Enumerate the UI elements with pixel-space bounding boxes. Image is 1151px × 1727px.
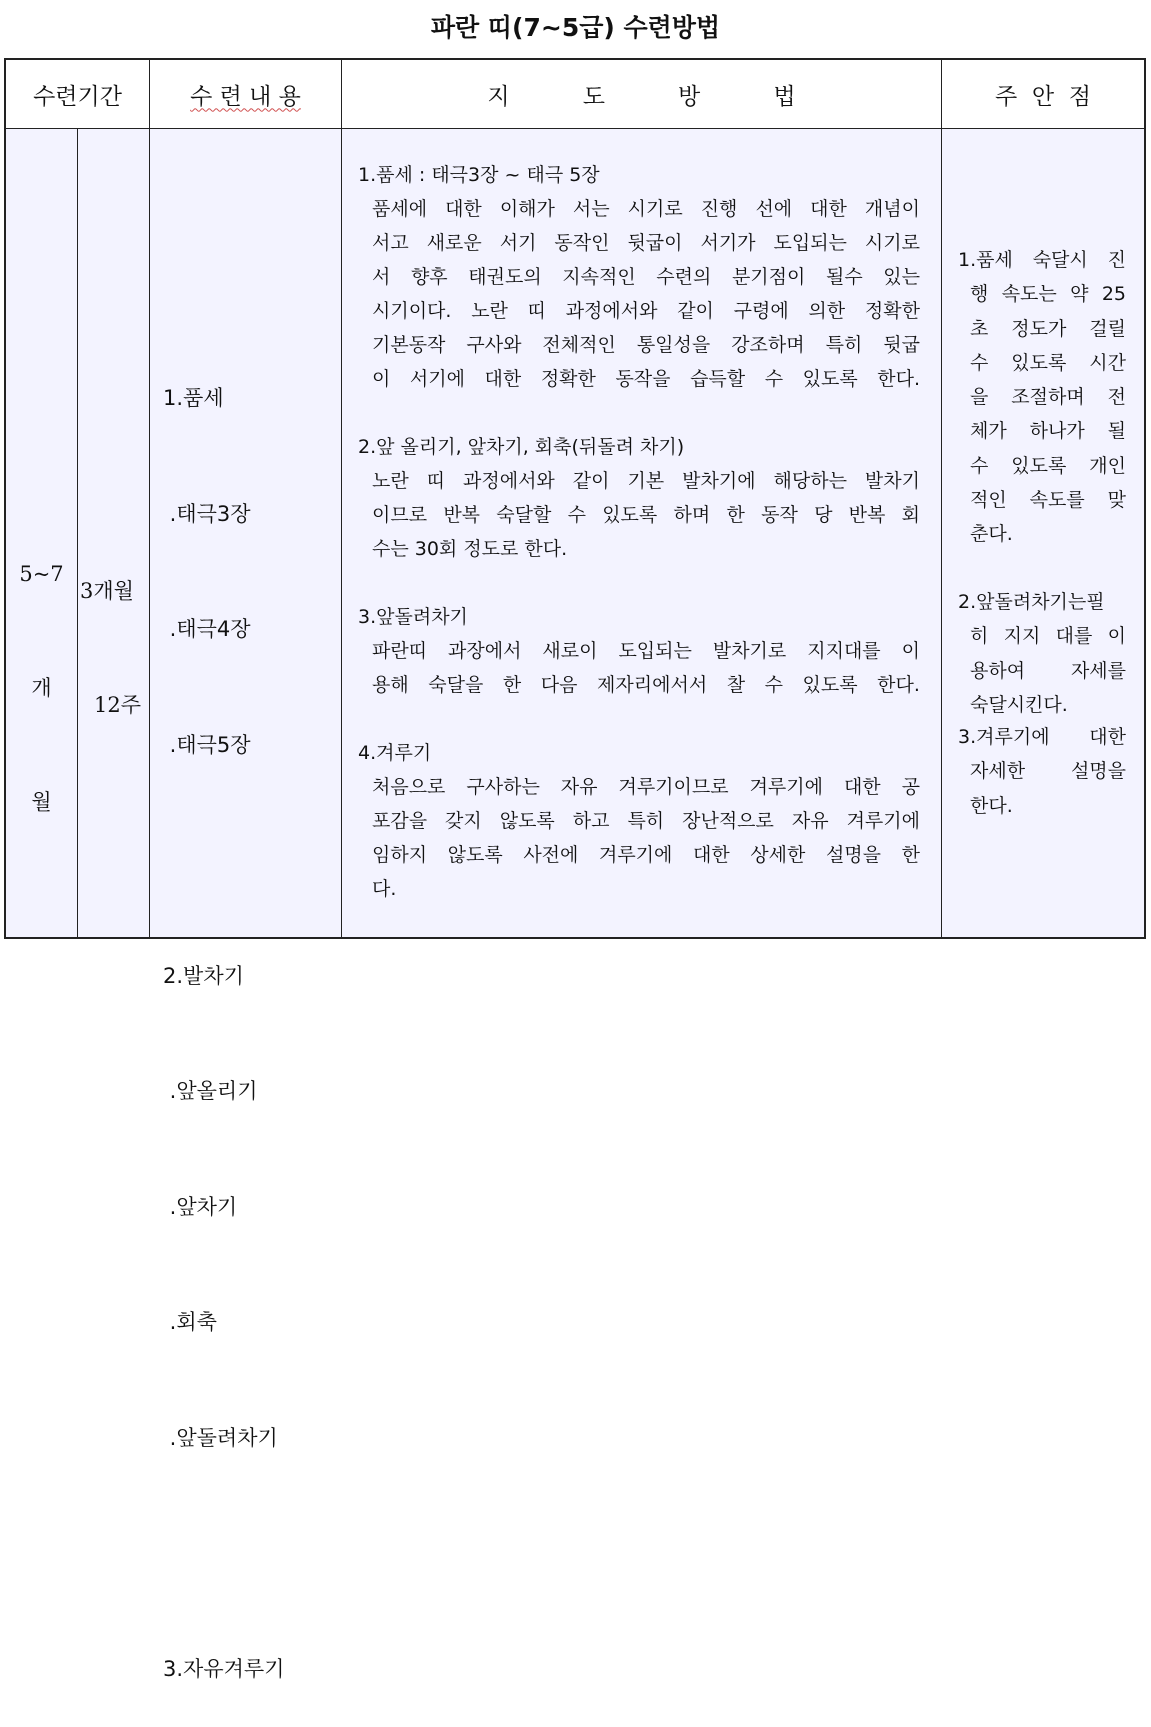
note-line (958, 754, 1126, 788)
word: 당 (814, 504, 833, 526)
word: 대한 (1089, 726, 1126, 748)
word: 같이 (572, 470, 610, 492)
word: 적인 (970, 489, 1007, 512)
method-heading: 3.앞돌려차기 (358, 606, 468, 628)
word: 대를 (1055, 625, 1093, 648)
method-line: 수는 30회 정도로 한다. (372, 538, 568, 560)
training-content-list (163, 302, 284, 1727)
method-heading: 2.앞 올리기, 앞차기, 회축(뒤돌려 차기) (358, 436, 685, 458)
word: 사전에 (523, 844, 579, 866)
word: 수 (567, 504, 586, 526)
word: 정확한 (864, 300, 920, 322)
word: 겨루기에 (749, 776, 823, 798)
word: 하나가 (1029, 420, 1085, 443)
list-item: .앞차기 (163, 1194, 238, 1219)
word: 처음으로 (372, 776, 446, 798)
word: 서기 (499, 232, 537, 254)
note-1 (958, 243, 1126, 552)
method-line (358, 838, 920, 872)
period-months (6, 479, 77, 859)
word: 기본동작 (372, 334, 446, 356)
note-3 (958, 720, 1126, 823)
word: 선에 (755, 198, 793, 220)
word: 히 (970, 625, 989, 648)
word: 겨루기에 (846, 810, 920, 832)
header-content-label: 수 련 내 용 (190, 83, 301, 110)
word: 장난적으로 (682, 810, 774, 832)
word: 향후 (410, 266, 448, 288)
word: 공 (901, 776, 920, 798)
word: 걸릴 (1089, 317, 1126, 340)
note-line (958, 654, 1126, 688)
word: 한 (502, 674, 522, 696)
word: 상세한 (750, 844, 806, 866)
note-line (958, 380, 1126, 414)
method-line (358, 362, 920, 396)
word: 발차기에 (682, 470, 756, 492)
word: 강조하며 (731, 334, 805, 356)
word: 도입되는 (773, 232, 847, 254)
word: 전 (1107, 386, 1126, 409)
word: 임하지 (372, 844, 428, 866)
word: 25 (1101, 283, 1126, 306)
note-line: 숙달시킨다. (970, 693, 1068, 716)
word: 2.앞돌려차기는필 (958, 591, 1105, 613)
word: 한다. (877, 368, 920, 390)
word: 겨루기이므로 (618, 776, 729, 798)
word: 갖지 (445, 810, 482, 832)
note-line: 춘다. (970, 523, 1013, 546)
word: 시기이다. (372, 300, 452, 322)
list-item (163, 841, 284, 880)
method-line (358, 260, 920, 294)
word: 정확한 (540, 368, 596, 390)
word: 정도가 (1011, 317, 1067, 340)
word: 동작을 (615, 368, 671, 390)
word: 서는 (572, 198, 610, 220)
word: 체가 (970, 420, 1007, 443)
word: 있는 (883, 266, 920, 288)
method-line (358, 634, 920, 668)
word: 될수 (825, 266, 863, 288)
word: 서기가 (700, 232, 756, 254)
method-line (358, 226, 920, 260)
method-section-2 (358, 430, 920, 566)
word: 있도록 (802, 368, 858, 390)
word: 3.겨루기에 (958, 726, 1050, 748)
word: 동작 (761, 504, 798, 526)
header-method: 지 도 방 법 (487, 83, 796, 110)
word: 속도는 (1001, 283, 1057, 306)
word: 이 (1107, 625, 1126, 648)
period-weeks-line: 3개월 (80, 579, 134, 603)
word: 있도록 (802, 674, 858, 696)
word: 포감을 (372, 810, 428, 832)
word: 품세에 (372, 198, 428, 220)
word: 띠 (527, 300, 546, 322)
word: 있도록 (1011, 454, 1067, 477)
word: 찰 (726, 674, 746, 696)
word: 시간 (1089, 351, 1126, 374)
word: 이므로 (372, 504, 428, 526)
word: 진 (1107, 249, 1126, 271)
word: 수 (970, 351, 989, 374)
word: 전체적인 (542, 334, 616, 356)
period-weeks (80, 496, 141, 762)
word: 기본 (627, 470, 665, 492)
method-line (358, 464, 920, 498)
word: 조절하며 (1011, 386, 1085, 409)
header-period: 수련기간 (33, 83, 122, 110)
word: 이해가 (499, 198, 555, 220)
word: 설명을 (1070, 760, 1126, 783)
list-item: 2.발차기 (163, 963, 244, 988)
word: 이 (901, 640, 920, 662)
word: 동작인 (554, 232, 610, 254)
word: 자세한 (970, 760, 1026, 783)
note-line (958, 449, 1126, 483)
header-divider (6, 128, 1144, 129)
list-item: 1.품세 (163, 386, 224, 410)
note-line (958, 346, 1126, 380)
word: 약 (1070, 283, 1089, 306)
word: 않도록 (447, 844, 503, 866)
word: 개인 (1089, 454, 1126, 477)
note-line (958, 619, 1126, 653)
word: 숙달할 (496, 504, 552, 526)
word: 한 (901, 844, 920, 866)
word: 새로이 (542, 640, 598, 662)
word: 하고 (572, 810, 610, 832)
word: 행 (970, 283, 989, 306)
list-item (163, 1534, 284, 1573)
header-notes: 주 안 점 (995, 83, 1091, 110)
word: 않도록 (499, 810, 555, 832)
word: 시기로 (627, 198, 683, 220)
word: 한다. (877, 674, 920, 696)
word: 서 (372, 266, 391, 288)
word: 용해 (372, 674, 409, 696)
method-line (358, 328, 920, 362)
word: 구령에 (733, 300, 789, 322)
list-item: .태극4장 (163, 617, 251, 641)
word: 발차기 (864, 470, 920, 492)
method-line (358, 770, 920, 804)
method-section-4 (358, 736, 920, 906)
word: 자유 (560, 776, 598, 798)
method-line (358, 668, 920, 702)
word: 맞 (1107, 489, 1126, 512)
word: 대한 (810, 198, 847, 220)
method-line (358, 294, 920, 328)
word: 같이 (677, 300, 714, 322)
list-item: .태극5장 (163, 732, 251, 757)
word: 수 (970, 454, 989, 477)
word: 특히 (825, 334, 863, 356)
word: 뒷굽이 (627, 232, 683, 254)
word: 노란 (471, 300, 508, 322)
word: 속도를 (1029, 489, 1085, 512)
word: 을 (970, 386, 989, 409)
word: 될 (1107, 420, 1126, 443)
note-line (958, 277, 1126, 311)
word: 시기로 (864, 232, 920, 254)
word: 다음 (540, 674, 578, 696)
word: 도입되는 (618, 640, 692, 662)
word: 뒷굽 (883, 334, 920, 356)
word: 진행 (700, 198, 738, 220)
period-subdivider (77, 129, 78, 937)
note-2 (958, 585, 1126, 722)
column-divider (941, 60, 942, 937)
word: 발차기로 (712, 640, 787, 662)
word: 설명을 (825, 844, 882, 866)
method-line (358, 498, 920, 532)
word: 특히 (627, 810, 665, 832)
word: 노란 (372, 470, 409, 492)
word: 구사하는 (466, 776, 540, 798)
word: 반복 (443, 504, 481, 526)
word: 겨루기에 (598, 844, 673, 866)
method-line (358, 804, 920, 838)
word: 분기점이 (731, 266, 806, 288)
word: 습득할 (690, 368, 746, 390)
word: 지지 (1003, 625, 1041, 648)
word: 의한 (808, 300, 846, 322)
method-section-3 (358, 600, 920, 702)
word: 있도록 (1011, 351, 1067, 374)
word: 하며 (673, 504, 711, 526)
note-line (958, 243, 1126, 277)
note-line (958, 414, 1126, 448)
period-weeks-line: 12주 (94, 693, 142, 717)
word: 새로운 (426, 232, 482, 254)
period-months-line: 월 (31, 790, 52, 814)
word: 해당하는 (773, 470, 847, 492)
word: 대한 (484, 368, 522, 390)
word: 반복 (848, 504, 886, 526)
header-content (150, 60, 341, 128)
note-line (958, 720, 1126, 754)
word: 회 (901, 504, 920, 526)
word: 서기에 (409, 368, 465, 390)
word: 있도록 (602, 504, 658, 526)
page-title: 파란 띠(7~5급) 수련방법 (430, 13, 721, 42)
word: 수 (764, 368, 784, 390)
period-months-line: 개 (31, 676, 52, 700)
note-line (958, 312, 1126, 346)
word: 대한 (445, 198, 482, 220)
word: 과장에서 (448, 640, 522, 662)
note-line (958, 585, 1126, 619)
word: 태권도의 (468, 266, 542, 288)
word: 띠 (426, 470, 446, 492)
word: 구사와 (466, 334, 522, 356)
word: 숙달을 (428, 674, 484, 696)
column-divider (341, 60, 342, 937)
word: 용하여 (970, 659, 1026, 682)
word: 대한 (843, 776, 881, 798)
word: 과정에서와 (463, 470, 555, 492)
column-divider (149, 60, 150, 937)
word: 자유 (791, 810, 829, 832)
method-heading: 4.겨루기 (358, 742, 432, 764)
word: 파란띠 (372, 640, 428, 662)
word: 초 (970, 317, 989, 340)
word: 통일성을 (636, 334, 711, 356)
method-section-1 (358, 158, 920, 396)
list-item: .회축 (163, 1310, 217, 1334)
list-item: .태극3장 (163, 501, 251, 526)
word: 제자리에서서 (597, 674, 708, 696)
method-heading: 1.품세 : 태극3장 ~ 태극 5장 (358, 164, 600, 186)
word: 수련의 (656, 266, 712, 288)
period-months-line: 5~7 (19, 562, 64, 586)
word: 지속적인 (562, 266, 636, 288)
list-item: .앞올리기 (163, 1079, 258, 1103)
note-line: 한다. (970, 794, 1013, 817)
method-line (358, 192, 920, 226)
note-line (958, 483, 1126, 517)
word: 지지대를 (807, 640, 881, 662)
word: 수 (764, 674, 783, 696)
list-item: .앞돌려차기 (163, 1425, 278, 1450)
list-item: 3.자유겨루기 (163, 1656, 285, 1681)
word: 한 (726, 504, 745, 526)
word: 과정에서와 (565, 300, 658, 322)
word: 이 (372, 368, 391, 390)
word: 숙달시 (1032, 249, 1088, 271)
word: 개념이 (864, 198, 920, 220)
word: 자세를 (1070, 659, 1126, 682)
word: 서고 (372, 232, 409, 254)
word: 대한 (692, 844, 730, 866)
method-line: 다. (372, 878, 397, 900)
word: 1.품세 (958, 249, 1013, 271)
